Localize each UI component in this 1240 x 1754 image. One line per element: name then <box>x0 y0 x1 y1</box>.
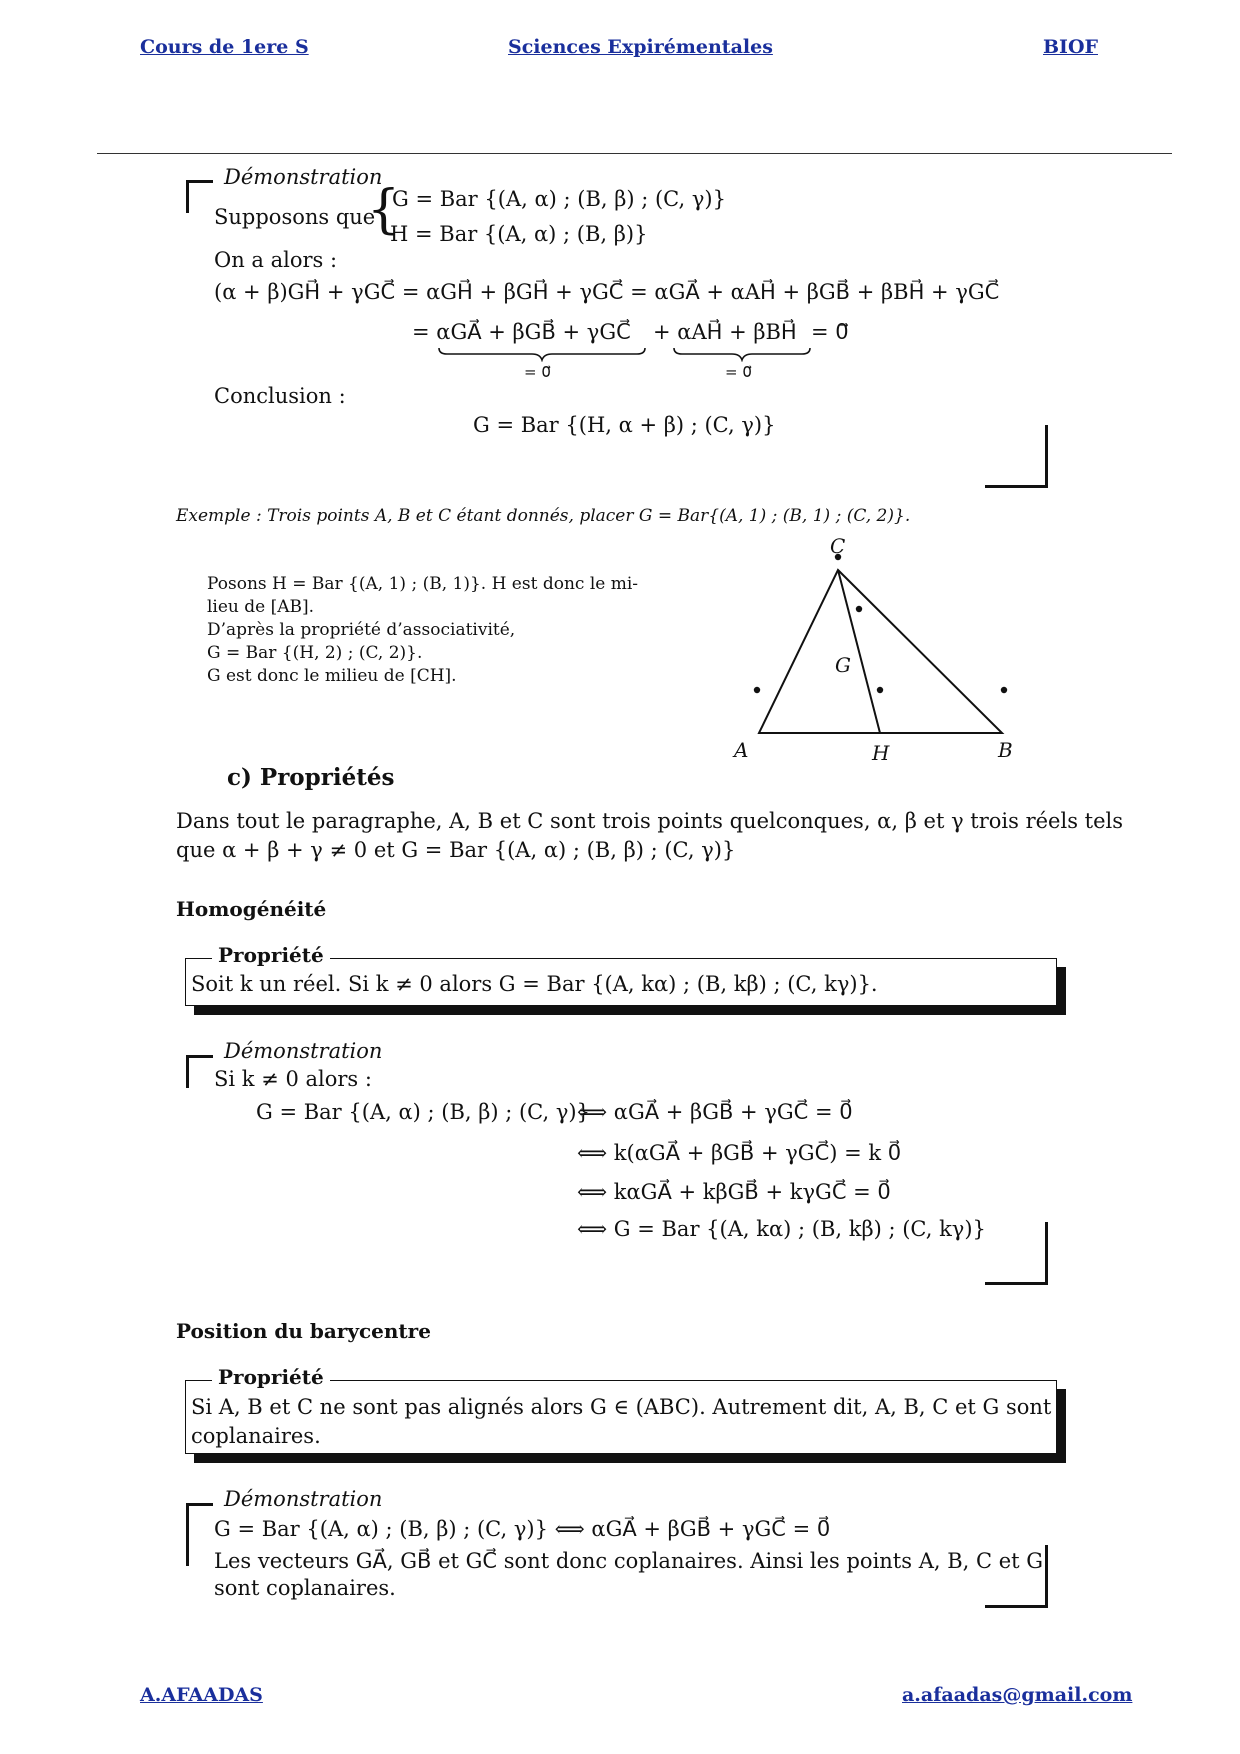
example-text <box>207 573 638 688</box>
homog-property-text: Soit k un réel. Si k ≠ 0 alors G = Bar {(A, kα) ; (B, kβ) ; (C, kγ)}. <box>191 972 878 996</box>
demo1-sys1: G = Bar {(A, α) ; (B, β) ; (C, γ)} <box>392 187 726 211</box>
header-rule <box>97 153 1172 154</box>
demo-bracket-top <box>186 180 213 213</box>
position-d2: Les vecteurs GA⃗, GB⃗ et GC⃗ sont donc coplanaires. Ainsi les points A, B, C et G <box>214 1549 1044 1573</box>
homog-heading: Homogénéité <box>176 897 327 921</box>
example-line: G = Bar {(H, 2) ; (C, 2)}. <box>207 643 423 663</box>
example-line: lieu de [AB]. <box>207 597 315 617</box>
demo1-suppose: Supposons que <box>214 205 376 229</box>
point-dot <box>754 687 760 693</box>
demo1-result: G = Bar {(H, α + β) ; (C, γ)} <box>473 413 776 437</box>
section-c-intro2: que α + β + γ ≠ 0 et G = Bar {(A, α) ; (B, β) ; (C, γ)} <box>176 838 736 862</box>
homog-l2: ⟺ k(αGA⃗ + βGB⃗ + γGC⃗) = k 0⃗ <box>577 1141 902 1165</box>
label-b: B <box>998 738 1013 762</box>
position-property-text1: Si A, B et C ne sont pas alignés alors G ∈ (ABC). Autrement dit, A, B, C et G sont <box>191 1395 1052 1419</box>
point-dot <box>1001 687 1007 693</box>
position-property-title: Propriété <box>212 1365 330 1389</box>
position-property-text2: coplanaires. <box>191 1424 321 1448</box>
example-statement: Exemple : Trois points A, B et C étant donnés, placer G = Bar{(A, 1) ; (B, 1) ; (C, 2)}. <box>176 506 911 526</box>
homog-demo-intro: Si k ≠ 0 alors : <box>214 1067 372 1091</box>
position-d3: sont coplanaires. <box>214 1576 396 1600</box>
underbrace-2 <box>672 346 812 362</box>
demo1-on-a: On a alors : <box>214 248 338 272</box>
example-line: Posons H = Bar {(A, 1) ; (B, 1)}. H est donc le mi- <box>207 574 639 594</box>
triangle-abc <box>759 570 1002 733</box>
footer-email-link[interactable]: a.afaadas@gmail.com <box>902 1684 1133 1706</box>
homog-property-title: Propriété <box>212 943 330 967</box>
label-a: A <box>734 738 749 762</box>
homog-l1-lhs: G = Bar {(A, α) ; (B, β) ; (C, γ)} <box>256 1100 590 1124</box>
demo-bracket-top <box>186 1503 213 1566</box>
underbrace-1 <box>437 346 647 362</box>
label-h: H <box>872 741 890 765</box>
demo-bracket-bottom <box>985 1222 1048 1285</box>
footer-author-link[interactable]: A.AFAADAS <box>140 1684 263 1706</box>
underbrace-2-label: = 0⃗ <box>725 363 752 381</box>
demo1-eq2-mid: + αAH⃗ + βBH⃗ <box>653 320 797 344</box>
example-line: G est donc le milieu de [CH]. <box>207 666 457 686</box>
label-g: G <box>835 653 851 677</box>
demo1-conclusion: Conclusion : <box>214 384 346 408</box>
demo-bracket-bottom <box>985 425 1048 488</box>
homog-demo-title: Démonstration <box>224 1039 383 1063</box>
homog-l4: ⟺ G = Bar {(A, kα) ; (B, kβ) ; (C, kγ)} <box>577 1217 986 1241</box>
homog-l3: ⟺ kαGA⃗ + kβGB⃗ + kγGC⃗ = 0⃗ <box>577 1180 891 1204</box>
point-dot <box>877 687 883 693</box>
section-c-title: c) Propriétés <box>227 764 395 791</box>
homog-l1-rhs: ⟺ αGA⃗ + βGB⃗ + γGC⃗ = 0⃗ <box>577 1100 853 1124</box>
header-biof-link[interactable]: BIOF <box>1043 36 1098 58</box>
demo-bracket-top <box>186 1055 213 1088</box>
system-brace: { <box>367 180 401 240</box>
demo1-eq2-lhs: = αGA⃗ + βGB⃗ + γGC⃗ <box>412 320 631 344</box>
demo1-eq1: (α + β)GH⃗ + γGC⃗ = αGH⃗ + βGH⃗ + γGC⃗ = αGA⃗ + αAH⃗ + βGB⃗ + βBH⃗ + γGC⃗ <box>214 280 1000 304</box>
point-dot <box>856 606 862 612</box>
example-line: D’après la propriété d’associativité, <box>207 620 516 640</box>
demo1-title: Démonstration <box>224 165 383 189</box>
position-heading: Position du barycentre <box>176 1319 431 1343</box>
triangle-figure <box>720 530 1020 770</box>
demo1-sys2: H = Bar {(A, α) ; (B, β)} <box>390 222 648 246</box>
header-subject-link[interactable]: Sciences Expirémentales <box>508 36 773 58</box>
position-demo-title: Démonstration <box>224 1487 383 1511</box>
median-ch <box>838 570 880 733</box>
section-c-intro1: Dans tout le paragraphe, A, B et C sont trois points quelconques, α, β et γ trois réels tels <box>176 809 1124 833</box>
position-d1: G = Bar {(A, α) ; (B, β) ; (C, γ)} ⟺ αGA⃗ + βGB⃗ + γGC⃗ = 0⃗ <box>214 1517 831 1541</box>
underbrace-1-label: = 0⃗ <box>524 363 551 381</box>
demo1-eq2-rhs: = 0⃗ <box>811 320 849 344</box>
header-course-link[interactable]: Cours de 1ere S <box>140 36 309 58</box>
label-c: C <box>830 534 846 558</box>
